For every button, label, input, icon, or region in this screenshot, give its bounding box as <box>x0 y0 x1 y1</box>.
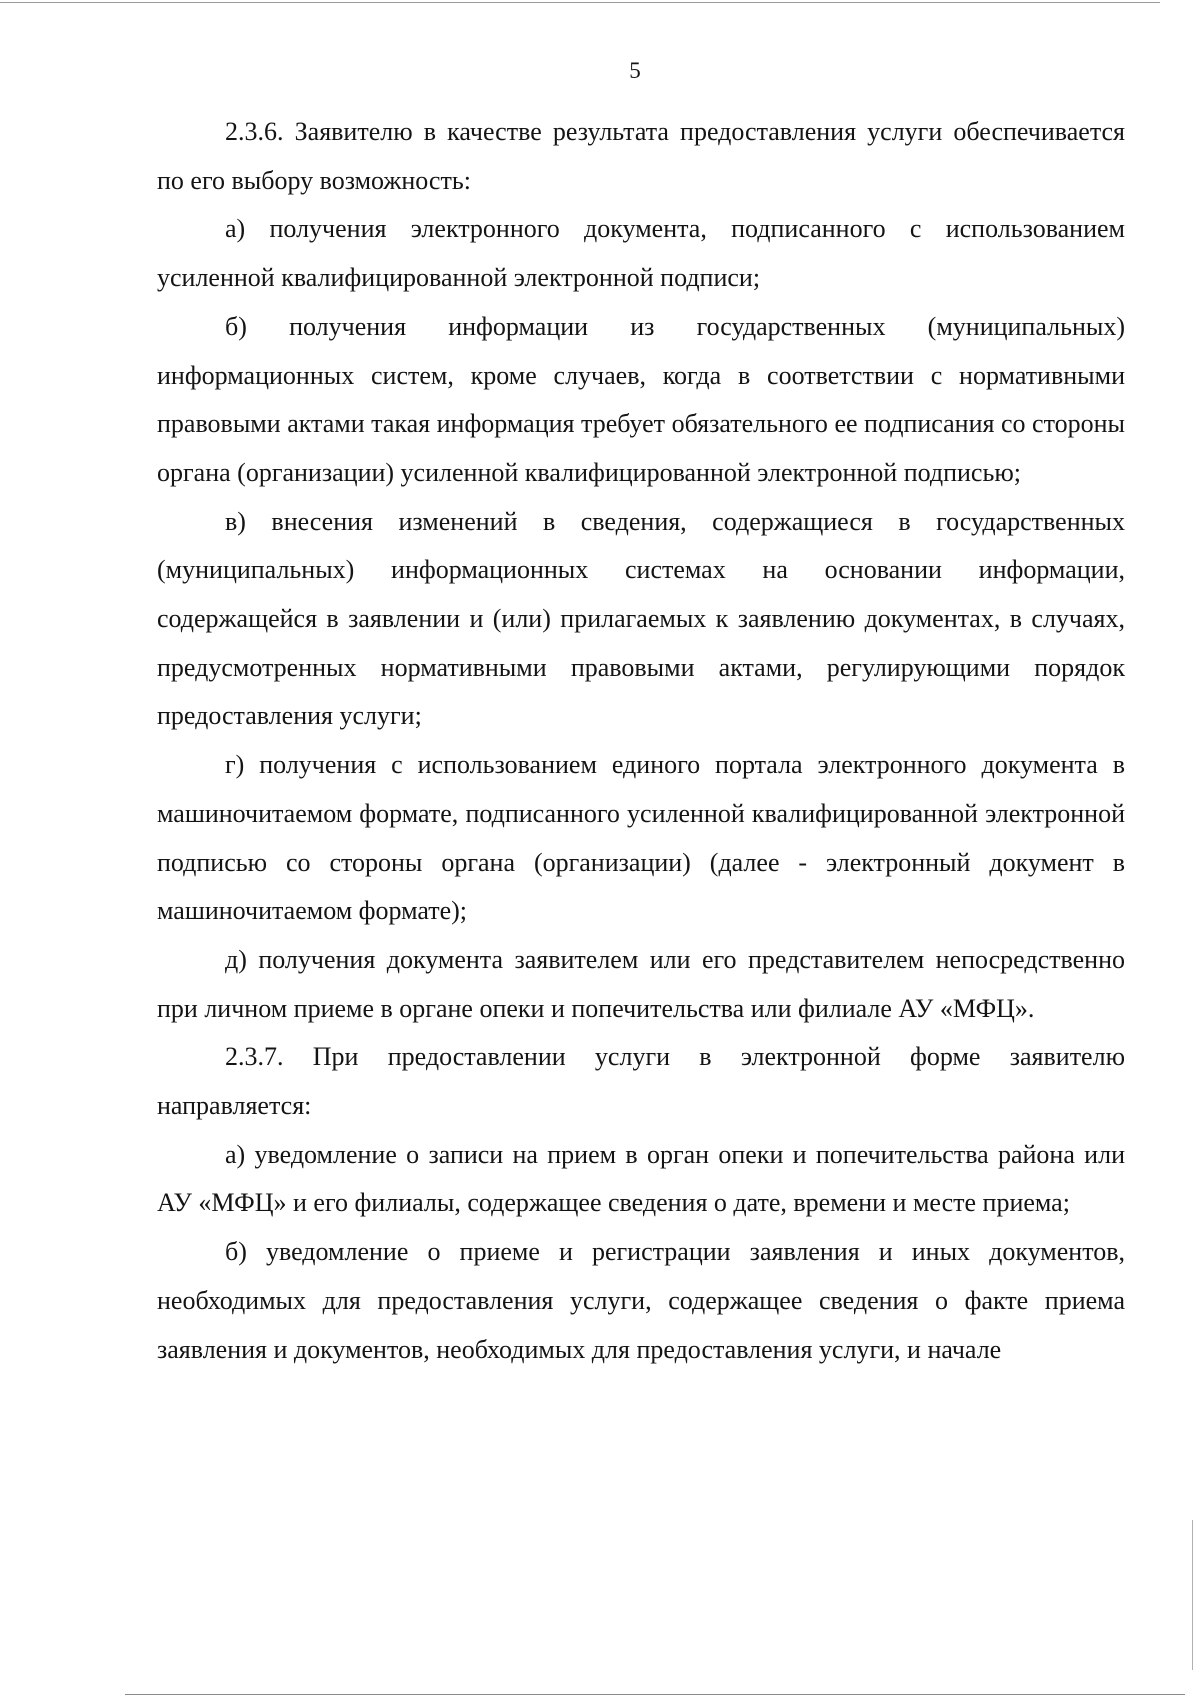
scan-edge-line-right <box>1192 1520 1193 1670</box>
paragraph-2-3-6-g: г) получения с использованием единого портала электронного документа в машиночитаемом формате, подписанного усиленной квалифицированной электронной подписью со стороны органа (организации) (далее - электронный документ в машиночитаемом формате); <box>157 750 1125 926</box>
paragraph-2-3-6: 2.3.6. Заявителю в качестве результата предоставления услуги обеспечивается по его выбору возможность: <box>157 117 1125 195</box>
scan-edge-line-bottom <box>125 1694 1185 1695</box>
paragraph-2-3-6-v: в) внесения изменений в сведения, содержащиеся в государственных (муниципальных) информационных системах на основании информации, содержащейся в заявлении и (или) прилагаемых к заявлению документах, в случаях, предусмотренных нормативными правовыми актами, регулирующими порядок предоставления услуги; <box>157 506 1125 731</box>
paragraph-2-3-6-a: а) получения электронного документа, подписанного с использованием усиленной квалифицированной электронной подписи; <box>157 214 1125 293</box>
paragraph-2-3-7-a: а) уведомление о записи на прием в орган опеки и попечительства района или АУ «МФЦ» и его филиалы, содержащее сведения о дате, времени и месте приема; <box>157 1139 1125 1218</box>
page-number: 5 <box>629 58 641 83</box>
paragraph-2-3-6-b: б) получения информации из государственных (муниципальных) информационных систем, кроме случаев, когда в соответствии с нормативными правовыми актами такая информация требует обязательного ее подписания со стороны органа (организации) усиленной квалифицированной электронной подписью; <box>157 311 1125 487</box>
paragraph-2-3-7: 2.3.7. При предоставлении услуги в электронной форме заявителю направляется: <box>157 1042 1125 1121</box>
paragraph-2-3-7-b: б) уведомление о приеме и регистрации заявления и иных документов, необходимых для предоставления услуги, содержащее сведения о факте приема заявления и документов, необходимых для предоставления услуги, и начале <box>157 1237 1125 1364</box>
paragraph-2-3-6-d: д) получения документа заявителем или его представителем непосредственно при личном приеме в органе опеки и попечительства или филиале АУ «МФЦ». <box>157 944 1125 1023</box>
document-body <box>157 108 1125 1374</box>
scan-edge-line-top <box>0 2 1160 3</box>
